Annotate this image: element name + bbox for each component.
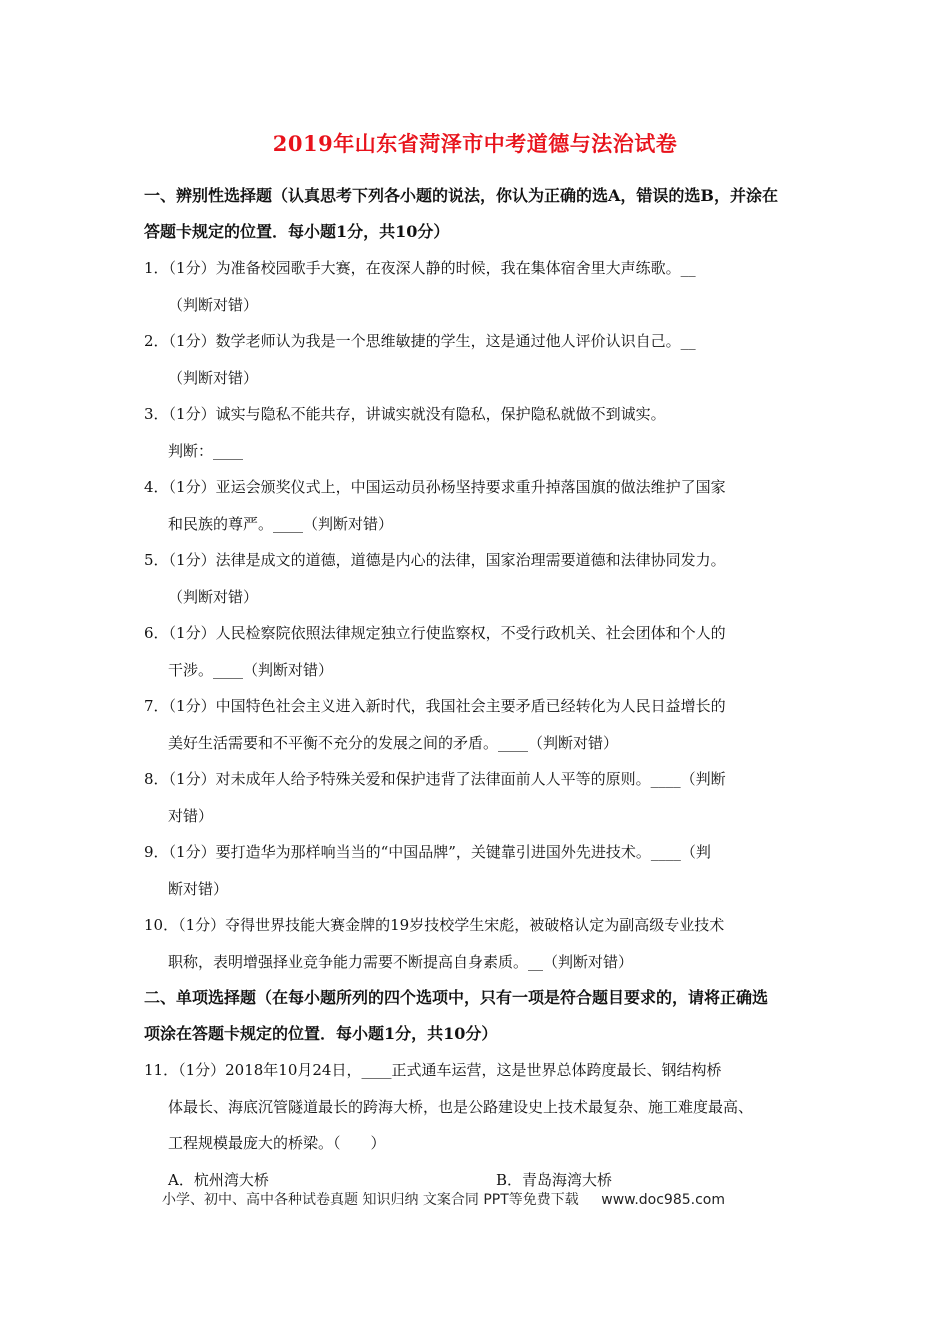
question-4 <box>144 469 820 542</box>
question-3 <box>144 396 820 469</box>
option-a: A．杭州湾大桥 <box>168 1170 269 1189</box>
page-title: 2019年山东省菏泽市中考道德与法治试卷 <box>272 131 678 156</box>
option-b: B．青岛海湾大桥 <box>496 1170 613 1189</box>
question-line: 体最长、海底沉管隧道最长的跨海大桥，也是公路建设史上技术最复杂、施工难度最高、 <box>168 1097 754 1116</box>
footer-site-link[interactable]: www.doc985.com <box>601 1192 725 1208</box>
question-line: （判断对错） <box>168 295 259 314</box>
question-line: 干涉。____（判断对错） <box>168 660 334 679</box>
question-10 <box>144 907 820 980</box>
question-line: 对错） <box>168 806 214 825</box>
question-line: 职称，表明增强择业竞争能力需要不断提高自身素质。__（判断对错） <box>168 952 634 971</box>
question-line: 工程规模最庞大的桥梁。（ ） <box>168 1134 386 1152</box>
question-line: （判断对错） <box>168 587 259 606</box>
question-line: 3．（1分）诚实与隐私不能共存，讲诚实就没有隐私，保护隐私就做不到诚实。 <box>144 405 666 423</box>
question-line: 9．（1分）要打造华为那样响当当的“中国品牌”，关键靠引进国外先进技术。____（判 <box>144 843 711 861</box>
question-2 <box>144 323 820 396</box>
question-7 <box>144 688 820 761</box>
question-line: 2．（1分）数学老师认为我是一个思维敏捷的学生，这是通过他人评价认识自己。__ <box>144 332 696 350</box>
question-line: 6．（1分）人民检察院依照法律规定独立行使监察权，不受行政机关、社会团体和个人的 <box>144 624 726 642</box>
question-9 <box>144 834 820 907</box>
exam-content <box>144 178 820 1198</box>
question-11 <box>144 1052 820 1162</box>
section-1-line-2: 答题卡规定的位置．每小题1分，共10分） <box>144 222 450 241</box>
section-2-heading <box>144 980 820 1052</box>
question-line: 美好生活需要和不平衡不充分的发展之间的矛盾。____（判断对错） <box>168 733 619 752</box>
question-line: 10．（1分）夺得世界技能大赛金牌的19岁技校学生宋彪，被破格认定为副高级专业技术 <box>144 916 725 934</box>
section-1-line-1: 一、辨别性选择题（认真思考下列各小题的说法，你认为正确的选A，错误的选B，并涂在 <box>144 186 778 205</box>
question-line: 和民族的尊严。____（判断对错） <box>168 514 394 533</box>
section-2-line-2: 项涂在答题卡规定的位置．每小题1分，共10分） <box>144 1024 498 1043</box>
footer-text: 小学、初中、高中各种试卷真题 知识归纳 文案合同 PPT等免费下载 <box>162 1192 579 1208</box>
question-line: 判断：____ <box>168 441 244 460</box>
question-6 <box>144 615 820 688</box>
question-8 <box>144 761 820 834</box>
section-2-line-1: 二、单项选择题（在每小题所列的四个选项中，只有一项是符合题目要求的，请将正确选 <box>144 988 769 1007</box>
question-line: 断对错） <box>168 879 229 898</box>
question-line: 11．（1分）2018年10月24日，____正式通车运营，这是世界总体跨度最长、钢结构桥 <box>144 1061 722 1079</box>
question-line: 5．（1分）法律是成文的道德，道德是内心的法律，国家治理需要道德和法律协同发力。 <box>144 551 726 569</box>
question-1 <box>144 250 820 323</box>
question-line: 1．（1分）为准备校园歌手大赛，在夜深人静的时候，我在集体宿舍里大声练歌。__ <box>144 259 696 277</box>
question-line: 7．（1分）中国特色社会主义进入新时代，我国社会主要矛盾已经转化为人民日益增长的 <box>144 697 726 715</box>
question-5 <box>144 542 820 615</box>
section-1-heading <box>144 178 820 250</box>
question-line: 8．（1分）对未成年人给予特殊关爱和保护违背了法律面前人人平等的原则。____（判断 <box>144 770 726 788</box>
footer-banner <box>162 1189 812 1209</box>
question-line: 4．（1分）亚运会颁奖仪式上，中国运动员孙杨坚持要求重升掉落国旗的做法维护了国家 <box>144 478 726 496</box>
question-line: （判断对错） <box>168 368 259 387</box>
